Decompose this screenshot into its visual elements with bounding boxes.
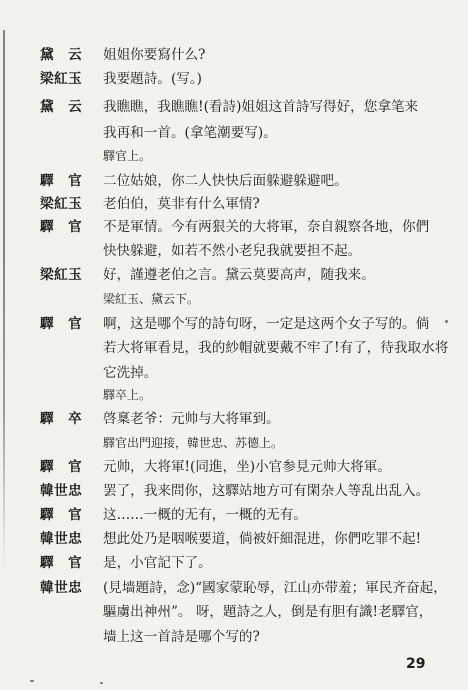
ink-speck	[100, 682, 103, 684]
dialogue-text: 元帅，大将軍!(同進，坐)小官参見元帅大将軍。	[103, 459, 391, 475]
speaker-name: 驛 官	[40, 555, 83, 571]
stage-direction: 驛卒上。	[103, 388, 152, 402]
dialogue-text: 这……一概的无有，一概的无有。	[103, 507, 307, 523]
dialogue-continuation: 我再和一首。(拿笔潮要写)。	[103, 125, 277, 141]
dialogue-continuation: 快快躲避，如若不然小老兒我就要担不起。	[103, 243, 362, 259]
dialogue-text: 想此处乃是咽喉要道，倘被奸細混进，你們吃罪不起!	[103, 531, 422, 547]
speaker-name: 驛 官	[40, 173, 83, 189]
speaker-name: 驛 官	[40, 219, 83, 235]
dialogue-text: 我瞧瞧，我瞧瞧!(看詩)姐姐这首詩写得好，您拿笔来	[103, 99, 419, 115]
dialogue-text: 我要題詩。(写。)	[103, 71, 202, 87]
stage-direction: 驛官上。	[103, 149, 152, 163]
dialogue-text: 好，謹遵老伯之言。黛云莫要高声，随我来。	[103, 267, 375, 283]
dialogue-text: 姐姐你要寫什么?	[103, 47, 206, 63]
speaker-name: 驛 官	[40, 507, 83, 523]
dialogue-text: 罢了，我来問你，这驛站地方可有閑杂人等乱出乱入。	[103, 483, 430, 499]
stage-direction: 梁紅玉、黛云下。	[103, 292, 200, 306]
dialogue-text: (見墙題詩，念)“國家蒙恥辱，江山亦带羞；軍民齐奋起，	[103, 580, 447, 596]
dialogue-text: 啊，这是哪个写的詩句呀，一定是这两个女子写的。倘	[103, 316, 430, 332]
dialogue-text: 不是軍情。今有两狠关的大将軍，奈自親察各地，你們	[103, 219, 430, 235]
ink-speck	[445, 320, 448, 323]
dialogue-continuation: 墙上这一首詩是哪个写的?	[103, 629, 260, 645]
speaker-name: 韓世忠	[40, 580, 83, 596]
ink-speck	[30, 680, 34, 682]
speaker-name: 韓世忠	[40, 483, 83, 499]
dialogue-continuation: 若大将軍看見，我的紗帽就要戴不牢了!有了，待我取水将	[103, 340, 449, 356]
dialogue-continuation: 它洗掉。	[103, 365, 158, 381]
dialogue-text: 啓稟老爷：元帅与大将軍到。	[103, 411, 280, 427]
speaker-name: 黛 云	[40, 47, 83, 63]
page-number: 29	[406, 656, 426, 672]
speaker-name: 驛 官	[40, 459, 83, 475]
speaker-name: 黛 云	[40, 99, 83, 115]
speaker-name: 梁紅玉	[40, 267, 83, 283]
speaker-name: 梁紅玉	[40, 71, 83, 87]
speaker-name: 驛 官	[40, 316, 83, 332]
dialogue-text: 是，小官記下了。	[103, 555, 212, 571]
dialogue-continuation: 驅虜出神州”。 呀，題詩之人，倒是有胆有識!老驛官，	[103, 604, 433, 620]
stage-direction: 驛官出門迎接，韓世忠、苏德上。	[103, 436, 284, 450]
speaker-name: 梁紅玉	[40, 196, 83, 212]
dialogue-text: 老伯伯，莫非有什么軍情?	[103, 196, 260, 212]
speaker-name: 驛 卒	[40, 411, 83, 427]
speaker-name: 韓世忠	[40, 531, 83, 547]
dialogue-text: 二位姑娘，你二人快快后面躲避躲避吧。	[103, 173, 348, 189]
